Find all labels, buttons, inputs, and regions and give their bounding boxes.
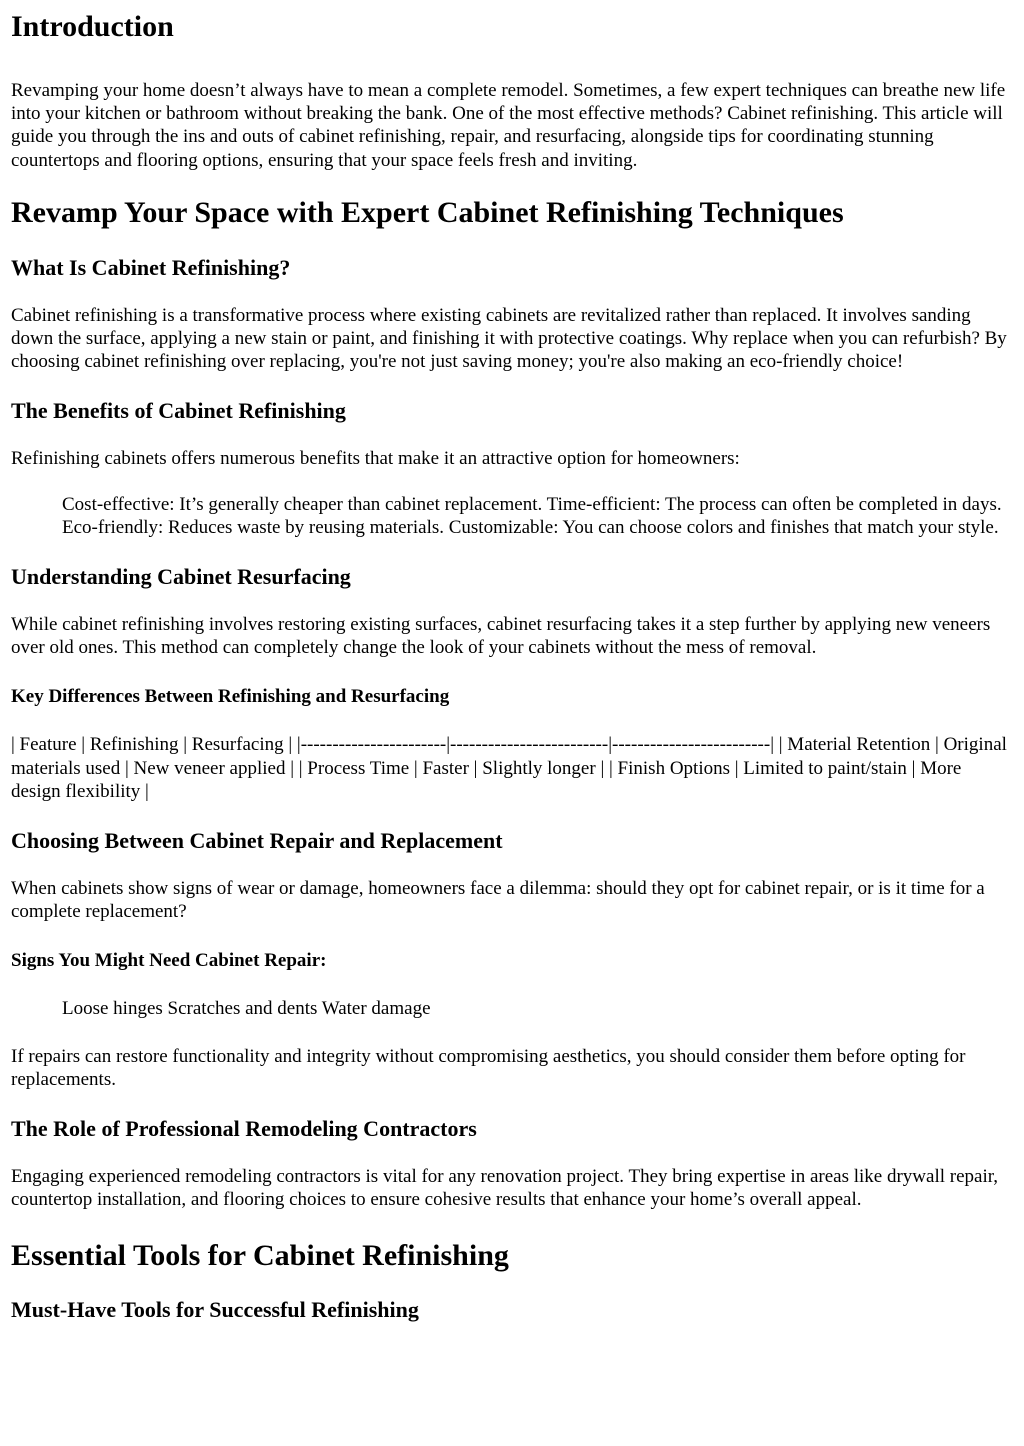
what-is-paragraph: Cabinet refinishing is a transformative process where existing cabinets are revitalized rather than replaced. It involves sanding down the surface, applying a new stain or paint, and finishing it with protective coatings. Why replace when you can refurbish? By choosing cabinet refinishing over replacing, you're not just saving money; you're also making an eco-friendly choice! <box>11 304 1007 373</box>
must-have-heading: Must-Have Tools for Successful Refinishing <box>11 1297 419 1323</box>
benefits-paragraph: Refinishing cabinets offers numerous benefits that make it an attractive option for homeowners: <box>11 448 740 470</box>
repair-vs-replace-heading: Choosing Between Cabinet Repair and Replacement <box>11 828 503 854</box>
differences-heading: Key Differences Between Refinishing and Resurfacing <box>11 686 450 708</box>
contractors-heading: The Role of Professional Remodeling Contractors <box>11 1116 477 1142</box>
introduction-paragraph: Revamping your home doesn’t always have to mean a complete remodel. Sometimes, a few expert techniques can breathe new life into your kitchen or bathroom without breaking the bank. One of the most effective methods? Cabinet refinishing. This article will guide you through the ins and outs of cabinet refinishing, repair, and resurfacing, alongside tips for coordinating stunning countertops and flooring options, ensuring that your space feels fresh and inviting. <box>11 80 1006 171</box>
revamp-heading: Revamp Your Space with Expert Cabinet Refinishing Techniques <box>11 195 844 229</box>
contractors-paragraph: Engaging experienced remodeling contractors is vital for any renovation project. They bring expertise in areas like drywall repair, countertop installation, and flooring choices to ensure cohesive results that enhance your home’s overall appeal. <box>11 1166 999 1211</box>
resurfacing-paragraph: While cabinet refinishing involves restoring existing surfaces, cabinet resurfacing takes it a step further by applying new veneers over old ones. This method can completely change the look of your cabinets without the mess of removal. <box>11 614 991 659</box>
differences-table-text: | Feature | Refinishing | Resurfacing | |-----------------------|-------------------------|-------------------------| | Material Retention | Original materials used | New veneer applied | | Process Time | Faster | Slightly longer | | Finish Options | Limited to paint/stain | More design flexibility | <box>11 734 1007 802</box>
benefits-heading: The Benefits of Cabinet Refinishing <box>11 398 346 424</box>
signs-list: Loose hinges Scratches and dents Water damage <box>62 998 431 1020</box>
what-is-heading: What Is Cabinet Refinishing? <box>11 254 291 280</box>
signs-heading: Signs You Might Need Cabinet Repair: <box>11 950 327 972</box>
benefits-list: Cost-effective: It’s generally cheaper than cabinet replacement. Time-efficient: The process can often be completed in days. Eco-friendly: Reduces waste by reusing materials. Customizable: You can choose colors and finishes that match your style. <box>62 493 1002 538</box>
resurfacing-heading: Understanding Cabinet Resurfacing <box>11 564 351 590</box>
tools-heading: Essential Tools for Cabinet Refinishing <box>11 1239 509 1273</box>
repair-vs-replace-paragraph: When cabinets show signs of wear or damage, homeowners face a dilemma: should they opt for cabinet repair, or is it time for a complete replacement? <box>11 878 985 923</box>
introduction-heading: Introduction <box>11 10 174 43</box>
signs-paragraph: If repairs can restore functionality and integrity without compromising aesthetics, you should consider them before opting for replacements. <box>11 1045 966 1090</box>
